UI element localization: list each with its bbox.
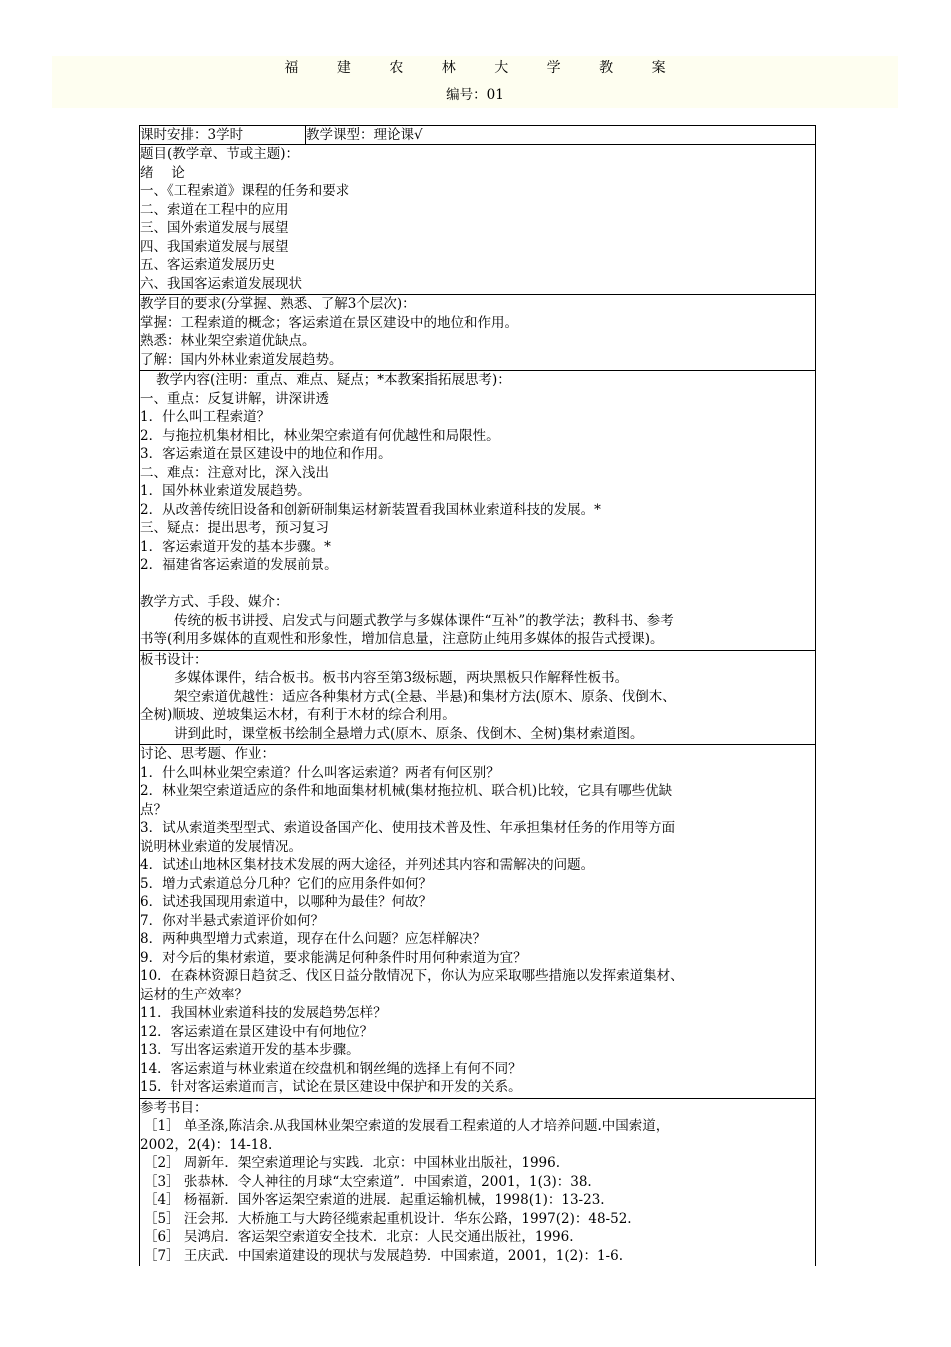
reference-item: ［2］ 周新年．架空索道理论与实践．北京：中国林业出版社，1996. (144, 1155, 561, 1171)
topic-line: 三、国外索道发展与展望 (140, 220, 289, 236)
references-heading: 参考书目： (140, 1099, 208, 1116)
document-header (52, 56, 898, 108)
discussion-line: 13．写出客运索道开发的基本步骤。 (140, 1042, 360, 1058)
document-number: 编号：01 (446, 87, 504, 103)
board-line: 全树)顺坡、逆坡集运木材，有利于木材的综合利用。 (140, 707, 456, 723)
discussion-line: 7．你对半悬式索道评价如何？ (140, 912, 325, 929)
discussion-line: 11．我国林业索道科技的发展趋势怎样？ (140, 1005, 387, 1021)
class-type-cell: 教学课型：理论课√ (306, 127, 423, 143)
document-title: 福 建 农 林 大 学 教 案 (284, 60, 683, 76)
discussion-line: 1．什么叫林业架空索道？什么叫客运索道？两者有何区别？ (140, 764, 500, 781)
method-heading: 教学方式、手段、媒介： (140, 594, 289, 610)
reference-item: ［6］ 吴鸿启．客运架空索道安全技术．北京：人民交通出版社，1996. (144, 1229, 574, 1245)
content-line: 2．福建省客运索道的发展前景。 (140, 557, 338, 573)
content-line: 1．客运索道开发的基本步骤。* (140, 538, 331, 555)
topic-line: 绪 论 (140, 164, 185, 181)
topic-section (140, 145, 815, 295)
objectives-line: 熟悉：林业架空索道优缺点。 (140, 333, 316, 349)
discussion-line: 3．试从索道类型型式、索道设备国产化、使用技术普及性、年承担集材任务的作用等方面 (140, 820, 676, 836)
board-heading: 板书设计： (140, 651, 208, 668)
discussion-line: 5．增力式索道总分几种？它们的应用条件如何？ (140, 875, 433, 892)
method-line: 书等(利用多媒体的直观性和形象性，增加信息量，注意防止纯用多媒体的报告式授课)。 (140, 631, 664, 647)
board-line: 架空索道优越性：适应各种集材方式(全悬、半悬)和集材方法(原木、原条、伐倒木、 (174, 688, 676, 705)
reference-item: ［1］ 单圣涤,陈洁余.从我国林业架空索道的发展看工程索道的人才培养问题.中国索道， (144, 1118, 670, 1134)
board-line: 多媒体课件，结合板书。板书内容至第3级标题，两块黑板只作解释性板书。 (174, 670, 629, 686)
discussion-line: 说明林业索道的发展情况。 (140, 838, 302, 855)
discussion-line: 15．针对客运索道而言，试论在景区建设中保护和开发的关系。 (140, 1079, 522, 1095)
content-line: 三、疑点：提出思考，预习复习 (140, 520, 329, 536)
discussion-heading: 讨论、思考题、作业： (140, 746, 275, 762)
discussion-line: 运材的生产效率？ (140, 986, 248, 1003)
content-line: 3．客运索道在景区建设中的地位和作用。 (140, 446, 392, 462)
reference-item: 2002，2(4)：14-18. (140, 1136, 273, 1153)
discussion-line: 8．两种典型增力式索道，现存在什么问题？应怎样解决？ (140, 931, 487, 947)
content-line: 一、重点：反复讲解，讲深讲透 (140, 390, 329, 407)
board-line: 讲到此时，课堂板书绘制全悬增力式(原木、原条、伐倒木、全树)集材索道图。 (174, 725, 644, 742)
reference-item: ［3］ 张恭林．令人神往的月球“太空索道”．中国索道，2001，1(3)：38. (144, 1173, 592, 1190)
topic-line: 四、我国索道发展与展望 (140, 238, 289, 255)
content-line: 二、难点：注意对比，深入浅出 (140, 464, 329, 481)
references-section (140, 1099, 815, 1267)
content-line: 2．与拖拉机集材相比，林业架空索道有何优越性和局限性。 (140, 427, 500, 444)
objectives-line: 教学目的要求(分掌握、熟悉、了解3个层次)： (140, 296, 416, 312)
discussion-line: 10．在森林资源日趋贫乏、伐区日益分散情况下，你认为应采取哪些措施以发挥索道集材、 (140, 968, 684, 984)
topic-line: 六、我国客运索道发展现状 (140, 275, 302, 292)
objectives-line: 掌握：工程索道的概念；客运索道在景区建设中的地位和作用。 (140, 314, 518, 331)
discussion-line: 6．试述我国现用索道中，以哪种为最佳？何故？ (140, 894, 433, 910)
content-section (140, 371, 815, 651)
lesson-plan-table (139, 125, 816, 1266)
method-line: 传统的板书讲授、启发式与问题式教学与多媒体课件“互补”的教学法；教科书、参考 (174, 612, 674, 629)
class-hours-cell: 课时安排：3学时 (140, 126, 306, 144)
topic-line: 题目(教学章、节或主题)： (140, 146, 300, 162)
discussion-line: 14．客运索道与林业索道在绞盘机和钢丝绳的选择上有何不同？ (140, 1060, 522, 1077)
blank-line (140, 575, 815, 594)
reference-item: ［4］ 杨福新．国外客运架空索道的进展．起重运输机械，1998(1)：13-23. (144, 1192, 605, 1208)
discussion-line: 2．林业架空索道适应的条件和地面集材机械(集材拖拉机、联合机)比较，它具有哪些优缺 (140, 783, 673, 799)
objectives-section (140, 295, 815, 371)
discussion-line: 点？ (140, 801, 167, 818)
reference-item: ［5］ 汪会邦．大桥施工与大跨径缆索起重机设计．华东公路，1997(2)：48-52. (144, 1210, 632, 1227)
content-heading: 教学内容(注明：重点、难点、疑点；*本教案指拓展思考)： (156, 372, 511, 388)
discussion-section (140, 745, 815, 1099)
objectives-line: 了解：国内外林业索道发展趋势。 (140, 351, 343, 368)
topic-line: 一、《工程索道》课程的任务和要求 (140, 183, 350, 199)
discussion-line: 4．试述山地林区集材技术发展的两大途径，并列述其内容和需解决的问题。 (140, 857, 595, 873)
topic-line: 五、客运索道发展历史 (140, 257, 275, 273)
discussion-line: 12．客运索道在景区建设中有何地位？ (140, 1023, 374, 1040)
content-line: 2．从改善传统旧设备和创新研制集运材新装置看我国林业索道科技的发展。* (140, 501, 601, 518)
content-line: 1．国外林业索道发展趋势。 (140, 483, 311, 499)
schedule-row (140, 126, 815, 145)
reference-item: ［7］ 王庆武．中国索道建设的现状与发展趋势．中国索道，2001，1(2)：1-6. (144, 1247, 623, 1264)
content-line: 1．什么叫工程索道？ (140, 409, 271, 425)
discussion-line: 9．对今后的集材索道，要求能满足何种条件时用何种索道为宜？ (140, 949, 527, 966)
board-design-section (140, 651, 815, 746)
topic-line: 二、索道在工程中的应用 (140, 201, 289, 218)
